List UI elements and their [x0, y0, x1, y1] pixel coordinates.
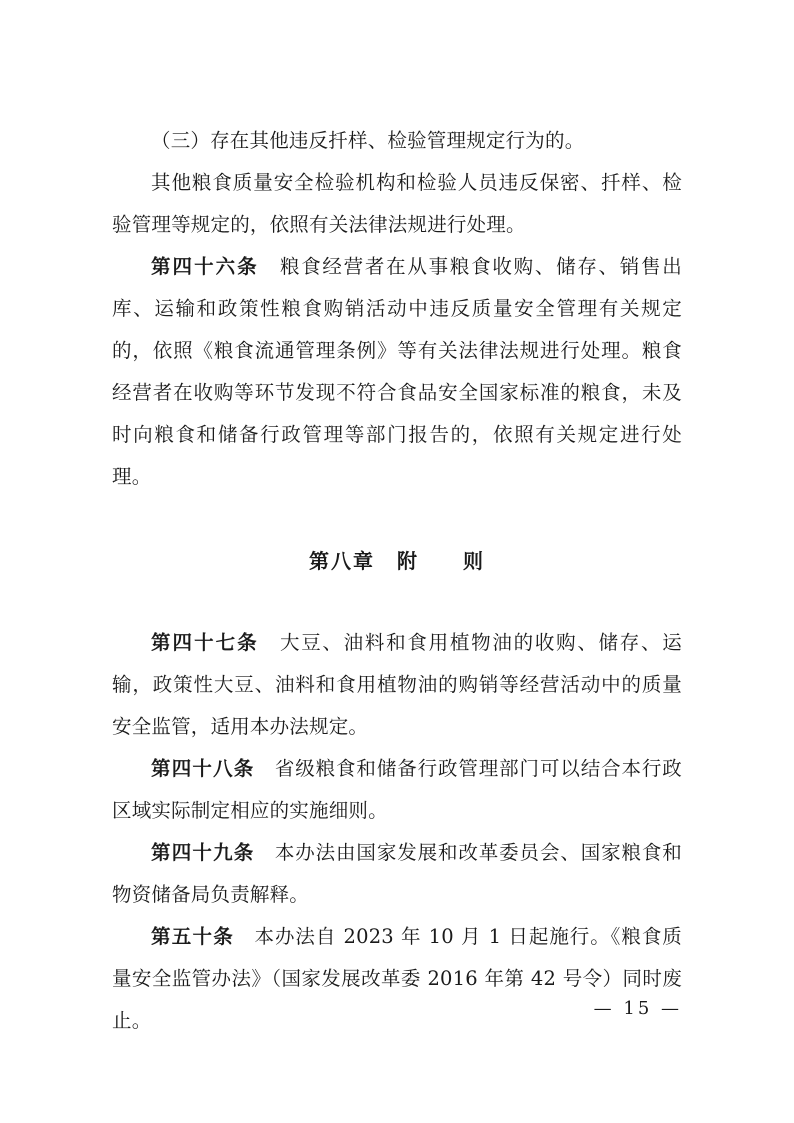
paragraph-other-institutions: 其他粮食质量安全检验机构和检验人员违反保密、扦样、检验管理等规定的，依照有关法律法规进行处理。 [112, 171, 682, 236]
article-48-label: 第四十八条 [151, 757, 255, 780]
article-49-text: 本办法由国家发展和改革委员会、国家粮食和物资储备局负责解释。 [112, 841, 682, 906]
article-47-label: 第四十七条 [151, 631, 259, 654]
page-number: — 15 — [593, 998, 682, 1019]
article-50 [112, 916, 682, 1042]
article-48-text: 省级粮食和储备行政管理部门可以结合本行政区域实际制定相应的实施细则。 [112, 757, 682, 822]
article-50-label: 第五十条 [151, 925, 235, 948]
article-46 [112, 246, 682, 498]
article-50-text: 本办法自 2023 年 10 月 1 日起施行。《粮食质量安全监管办法》（国家发展改革委 2016 年第 42 号令）同时废止。 [112, 925, 682, 1032]
paragraph-clause-three: （三）存在其他违反扦样、检验管理规定行为的。 [151, 129, 585, 152]
article-47 [112, 622, 682, 748]
article-46-label: 第四十六条 [151, 255, 259, 278]
article-48 [112, 748, 682, 832]
article-47-text: 大豆、油料和食用植物油的收购、储存、运输，政策性大豆、油料和食用植物油的购销等经营活动中的质量安全监管，适用本办法规定。 [112, 631, 682, 738]
chapter-heading-8: 第八章 附 则 [309, 549, 485, 573]
article-49-label: 第四十九条 [151, 841, 255, 864]
article-46-text: 粮食经营者在从事粮食收购、储存、销售出库、运输和政策性粮食购销活动中违反质量安全管理有关规定的，依照《粮食流通管理条例》等有关法律法规进行处理。粮食经营者在收购等环节发现不符合食品安全国家标准的粮食，未及时向粮食和储备行政管理等部门报告的，依照有关规定进行处理。 [112, 255, 682, 488]
article-49 [112, 832, 682, 916]
document-body [112, 120, 682, 1042]
